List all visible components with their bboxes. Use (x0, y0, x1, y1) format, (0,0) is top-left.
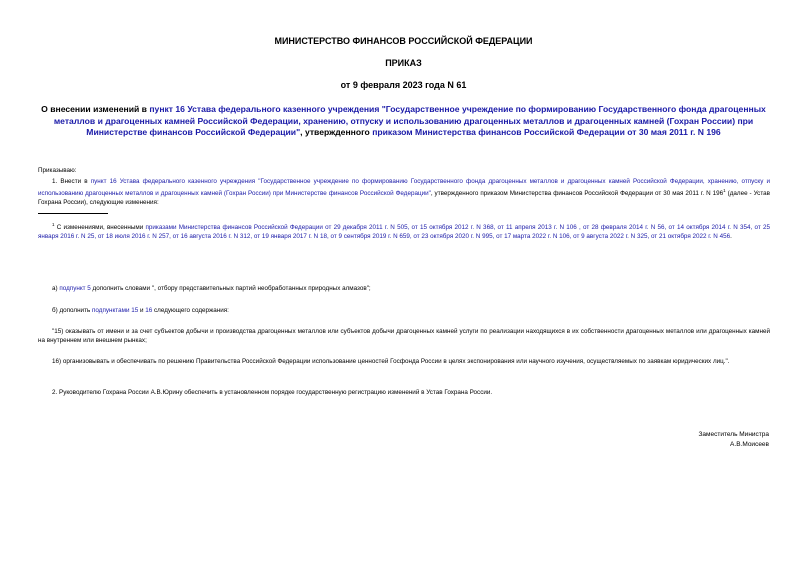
p1-link-charter[interactable]: пункт 16 Устава федерального казенного учреждения "Государственное учреждение по формированию Государственного фонда драгоценных металлов и драгоценных камней Российской Федерации, хранению, отпуску и использованию драгоценных металлов и драгоценных камней (Гохран России) при Министерстве финансов Российской Федерации" (38, 178, 770, 198)
pb-text-c: следующего содержания: (152, 307, 229, 314)
subpoint-15 (38, 327, 770, 345)
pb-text-a: б) дополнить (52, 307, 92, 314)
paragraph-2-text: 2. Руководителю Гохрана России А.В.Юрину обеспечить в установленном порядке государственную регистрацию изменений в Устав Гохрана России. (52, 389, 493, 396)
footnote-mark: 1 (52, 222, 55, 227)
p1-text-b: , утвержденного приказом Министерства финансов Российской Федерации от 30 мая 2011 г. N 196 (430, 190, 724, 198)
link-subpoints-15[interactable]: подпунктами 15 (92, 307, 139, 314)
signature-position: Заместитель Министра (698, 431, 769, 438)
footnote-ref: 1 (723, 188, 726, 193)
signature-block (699, 430, 770, 450)
p1-text-c: (далее - Устав Гохрана России), следующие изменения: (38, 190, 770, 207)
link-subpoint-16[interactable]: 16 (145, 307, 153, 314)
paragraph-2 (38, 388, 770, 397)
pa-text-b: дополнить словами ", отбору представительных партий необработанных природных алмазов"; (90, 285, 371, 292)
footnote-rule (38, 213, 108, 214)
fn-text-b: . (730, 233, 732, 241)
order-word: Приказываю: (38, 167, 77, 174)
title-link-charter[interactable]: пункт 16 Устава федерального казенного учреждения "Государственное учреждение по формированию Государственного фонда драгоценных металлов и драгоценных камней Российской Федерации, хранению, отпуску и использованию драгоценных металлов и драгоценных камней (Гохран России) при Министерстве финансов Российской Федерации" (53, 104, 766, 137)
document-title (34, 104, 773, 139)
subpoint-15-text: "15) оказывать от имени и за счет субъектов добычи и производства драгоценных металлов или субъектов добычи драгоценных камней услуги по реализации находящихся в их собственности драгоценных металлов или драгоценных камней на внутреннем или внешнем рынках; (38, 328, 770, 344)
item-b (38, 306, 770, 315)
ministry-heading: МИНИСТЕРСТВО ФИНАНСОВ РОССИЙСКОЙ ФЕДЕРАЦИИ (274, 36, 533, 46)
title-link-order[interactable]: приказом Министерства финансов Российской Федерации от 30 мая 2011 г. N 196 (372, 127, 721, 137)
item-a (38, 284, 770, 293)
footnote (38, 220, 770, 241)
pb-text-b: и (138, 307, 146, 314)
title-text-2: , утвержденного (300, 127, 373, 137)
p1-text-a: 1. Внести в (52, 178, 91, 185)
signature-name: А.В.Моисеев (730, 441, 769, 448)
paragraph-1 (38, 177, 770, 207)
pa-text-a: а) (52, 285, 60, 292)
link-subpoint-5[interactable]: подпункт 5 (59, 285, 91, 292)
item-a-text (38, 284, 770, 293)
order-block (38, 166, 770, 207)
date-number: от 9 февраля 2023 года N 61 (340, 80, 467, 90)
footnote-text (38, 220, 770, 241)
item-b-text (38, 306, 770, 315)
footnote-link-orders[interactable]: приказами Министерства финансов Российской Федерации от 29 декабря 2011 г. N 505, от 15 октября 2012 г. N 368, от 11 апреля 2013 г. N 106 , от 28 февраля 2014 г. N 56, от 14 октября 2014 г. N 354, от 25 января 2016 г. N 25, от 18 июля 2016 г. N 257, от 16 августа 2016 г. N 312, от 19 января 2017 г. N 18, от 9 сентября 2019 г. N 659, от 23 октября 2020 г. N 995, от 17 марта 2022 г. N 106, от 9 августа 2022 г. N 325, от 21 октября 2022 г. N 456 (38, 224, 770, 241)
doc-type-heading: ПРИКАЗ (385, 58, 422, 68)
fn-text-a: С изменениями, внесенными (56, 224, 146, 232)
title-text-1: О внесении изменений в (41, 104, 150, 114)
subpoint-16-text: 16) организовывать и обеспечивать по решению Правительства Российской Федерации использование ценностей Госфонда России в целях экспонирования или научного изучения, осуществляемых по заявкам юридических лиц.". (52, 358, 730, 365)
subpoint-16 (38, 357, 770, 366)
